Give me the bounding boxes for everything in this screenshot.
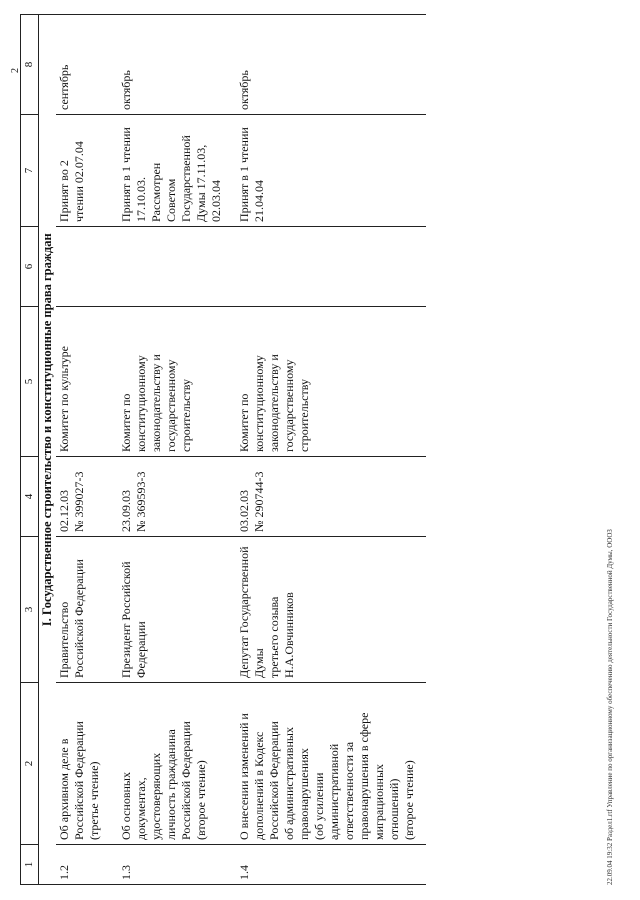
row-number: 1.4	[236, 845, 426, 885]
bill-status: Принят в 1 чтении 17.10.03. Рассмотрен Советом Государственной Думы 17.11.03, 02.03.04	[118, 115, 236, 227]
row-number: 1.3	[118, 845, 236, 885]
responsible-committee: Комитет по культуре	[56, 307, 118, 457]
bill-status: Принят в 1 чтении 21.04.04	[236, 115, 426, 227]
bill-status: Принят во 2 чтении 02.07.04	[56, 115, 118, 227]
registration-info: 23.09.03 № 369593-3	[118, 457, 236, 537]
bill-initiator: Депутат Государственной Думы третьего созыва Н.А.Овчинников	[236, 537, 426, 683]
registration-info: 02.12.03 № 399027-3	[56, 457, 118, 537]
column-6-cell	[56, 227, 118, 307]
bill-title: Об архивном деле в Российской Федерации (третье чтение)	[56, 683, 118, 845]
column-header: 3	[21, 537, 39, 683]
bill-initiator: Президент Российской Федерации	[118, 537, 236, 683]
page-number: 2	[10, 68, 21, 73]
column-6-cell	[236, 227, 426, 307]
table-row	[236, 15, 426, 885]
bill-title: О внесении изменений и дополнений в Кодекс Российской Федерации об административных правонарушениях (об усилении административной ответственности за правонарушения в сфере миграционных отношений) (второе чтение)	[236, 683, 426, 845]
table-row	[56, 15, 118, 885]
section-row	[39, 15, 57, 885]
rotated-sheet	[10, 15, 630, 885]
column-header: 1	[21, 845, 39, 885]
column-header: 7	[21, 115, 39, 227]
bill-initiator: Правительство Российской Федерации	[56, 537, 118, 683]
column-header: 6	[21, 227, 39, 307]
planned-month: октябрь	[118, 15, 236, 115]
bill-title: Об основных документах, удостоверяющих личность гражданина Российской Федерации (второе чтение)	[118, 683, 236, 845]
column-header: 2	[21, 683, 39, 845]
column-header: 8	[21, 15, 39, 115]
planned-month: октябрь	[236, 15, 426, 115]
row-number: 1.2	[56, 845, 118, 885]
document-footer: 22.09.04 19:32 Раздел1.rtf Управление по организационному обеспечению деятельности Государственной Думы, ОООЗ	[606, 529, 614, 885]
responsible-committee: Комитет по конституционному законодательству и государственному строительству	[118, 307, 236, 457]
planned-month: сентябрь	[56, 15, 118, 115]
table-row	[118, 15, 236, 885]
responsible-committee: Комитет по конституционному законодательству и государственному строительству	[236, 307, 426, 457]
section-title: I. Государственное строительство и конституционные права граждан	[39, 15, 57, 845]
column-6-cell	[118, 227, 236, 307]
registration-info: 03.02.03 № 290744-3	[236, 457, 426, 537]
legislation-table	[20, 14, 426, 885]
column-number-row	[21, 15, 39, 885]
column-header: 4	[21, 457, 39, 537]
column-header: 5	[21, 307, 39, 457]
